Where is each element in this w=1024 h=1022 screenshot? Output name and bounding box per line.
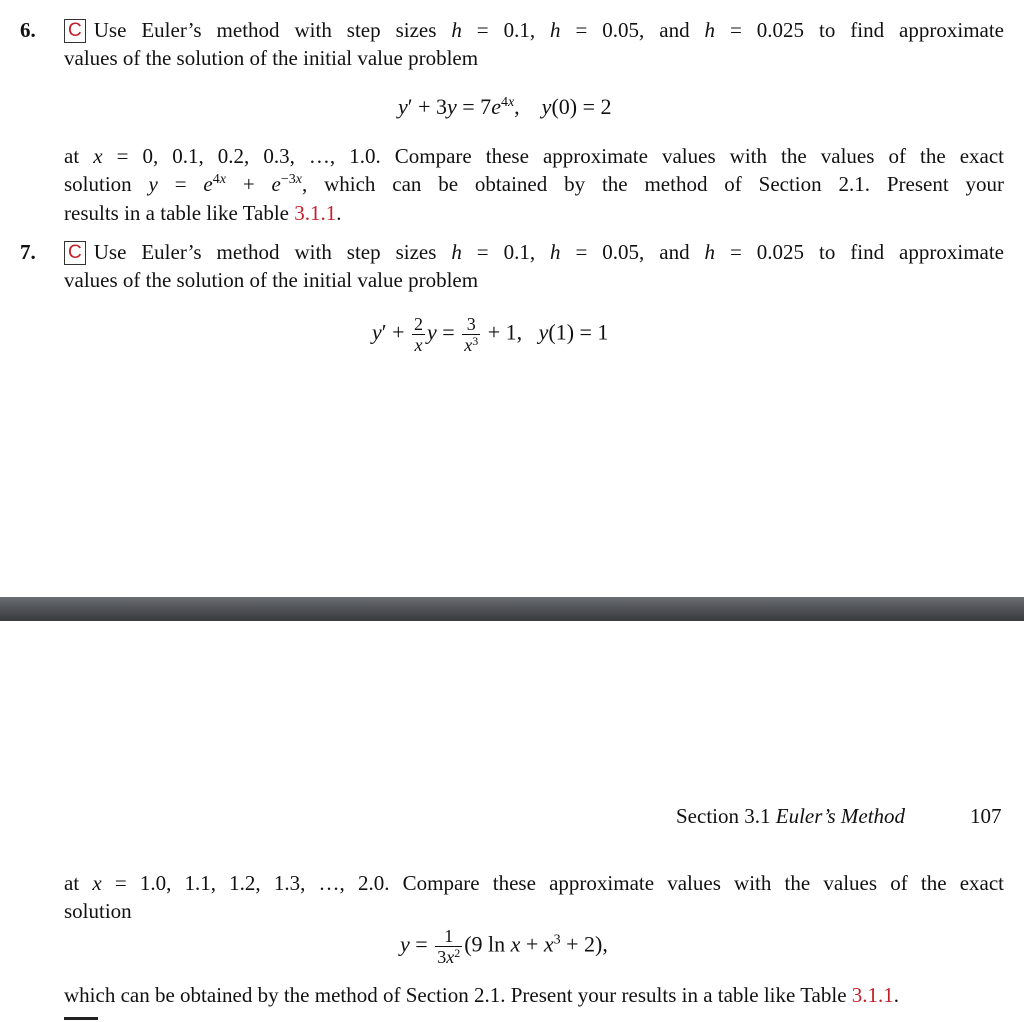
problem-6-line-3: at x = 0, 0.1, 0.2, 0.3, …, 1.0. Compare these approximate values with the values of the exact: [64, 144, 1004, 168]
page-number: 107: [970, 804, 1002, 828]
next-problem-box-edge: [64, 1017, 98, 1020]
continuation-line-2: solution: [64, 899, 132, 923]
problem-7-line-1: C Use Euler’s method with step sizes h = 0.1, h = 0.05, and h = 0.025 to find approximate: [64, 238, 1004, 266]
problem-6-line-1: C Use Euler’s method with step sizes h = 0.1, h = 0.05, and h = 0.025 to find approximate: [64, 16, 1004, 44]
problem-7-number: 7.: [20, 240, 36, 264]
table-reference-link[interactable]: 3.1.1: [294, 201, 337, 225]
continuation-line-1: at x = 1.0, 1.1, 1.2, 1.3, …, 2.0. Compare these approximate values with the values of the exact: [64, 871, 1004, 895]
computer-problem-badge: C: [64, 241, 86, 265]
computer-problem-badge: C: [64, 19, 86, 43]
problem-6-line-4: solution $y = e^{4x} + e^{-3x}$, which can be obtained by the method of Section 2.1. Present your: [64, 172, 1005, 196]
problem-6-line-2: values of the solution of the initial value problem: [64, 46, 479, 70]
problem-6-equation: $y' + 3y = 7e^{4x}$, y(0) = 2: [398, 94, 612, 119]
running-header: Section 3.1 Euler’s Method: [676, 804, 906, 828]
problem-6-line-5: results in a table like Table 3.1.1.: [64, 201, 342, 225]
continuation-line-3: which can be obtained by the method of Section 2.1. Present your results in a table like Table 3.1.1.: [64, 983, 900, 1007]
exact-solution-equation: y = $\frac{1}{3x^2}$ (9 $\ln x + x^3 + 2$),: [400, 926, 608, 967]
page-break-divider: [0, 597, 1024, 621]
problem-6-number: 6.: [20, 18, 36, 42]
table-reference-link[interactable]: 3.1.1: [851, 983, 894, 1007]
problem-7-equation: y′ + $\frac{2}{x}$ y = $\frac{3}{x^3}$ + 1, y(1) = 1: [372, 314, 609, 355]
problem-7-line-2: values of the solution of the initial value problem: [64, 268, 479, 292]
